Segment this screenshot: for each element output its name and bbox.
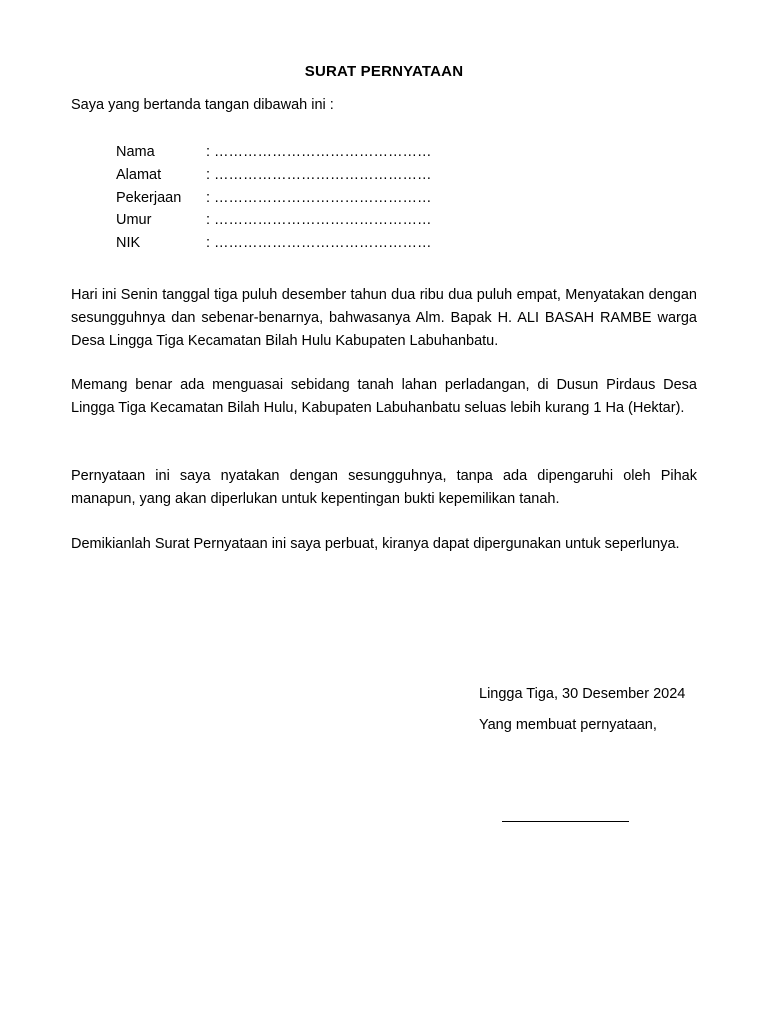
field-row-alamat (116, 164, 432, 187)
paragraph-statement: Hari ini Senin tanggal tiga puluh desember tahun dua ribu dua puluh empat, Menyatakan dengan sesungguhnya dan sebenar-benarnya, bahwasanya Alm. Bapak H. ALI BASAH RAMBE warga Desa Lingga Tiga Kecamatan Bilah Hulu Kabupaten Labuhanbatu. (71, 287, 697, 349)
field-value: : ……………………………………… (206, 166, 432, 183)
field-row-nik (116, 232, 432, 255)
paragraph-closing: Demikianlah Surat Pernyataan ini saya perbuat, kiranya dapat dipergunakan untuk seperlunya. (71, 536, 680, 552)
field-row-umur (116, 209, 432, 232)
field-label: Umur (116, 212, 152, 229)
field-label: NIK (116, 235, 141, 252)
field-label: Pekerjaan (116, 189, 182, 206)
paragraph-declaration: Pernyataan ini saya nyatakan dengan sesungguhnya, tanpa ada dipengaruhi oleh Pihak manapun, yang akan diperlukan untuk kepentingan bukti kepemilikan tanah. (71, 468, 697, 507)
field-value: : ……………………………………… (206, 212, 432, 229)
signature-line (502, 821, 629, 822)
field-row-pekerjaan (116, 187, 432, 210)
signer-label: Yang membuat pernyataan, (479, 717, 657, 733)
field-value: : ……………………………………… (206, 235, 432, 252)
field-value: : ……………………………………… (206, 189, 432, 206)
field-row-nama (116, 141, 432, 164)
field-label: Alamat (116, 166, 162, 183)
paragraph-land: Memang benar ada menguasai sebidang tanah lahan perladangan, di Dusun Pirdaus Desa Lingga Tiga Kecamatan Bilah Hulu, Kabupaten Labuhanbatu seluas lebih kurang 1 Ha (Hektar). (71, 377, 697, 416)
identity-fields (116, 141, 432, 255)
field-label: Nama (116, 144, 155, 160)
place-date: Lingga Tiga, 30 Desember 2024 (479, 686, 686, 702)
field-value: : ……………………………………… (206, 144, 432, 160)
document-title: SURAT PERNYATAAN (304, 63, 464, 80)
intro-text: Saya yang bertanda tangan dibawah ini : (71, 97, 334, 113)
